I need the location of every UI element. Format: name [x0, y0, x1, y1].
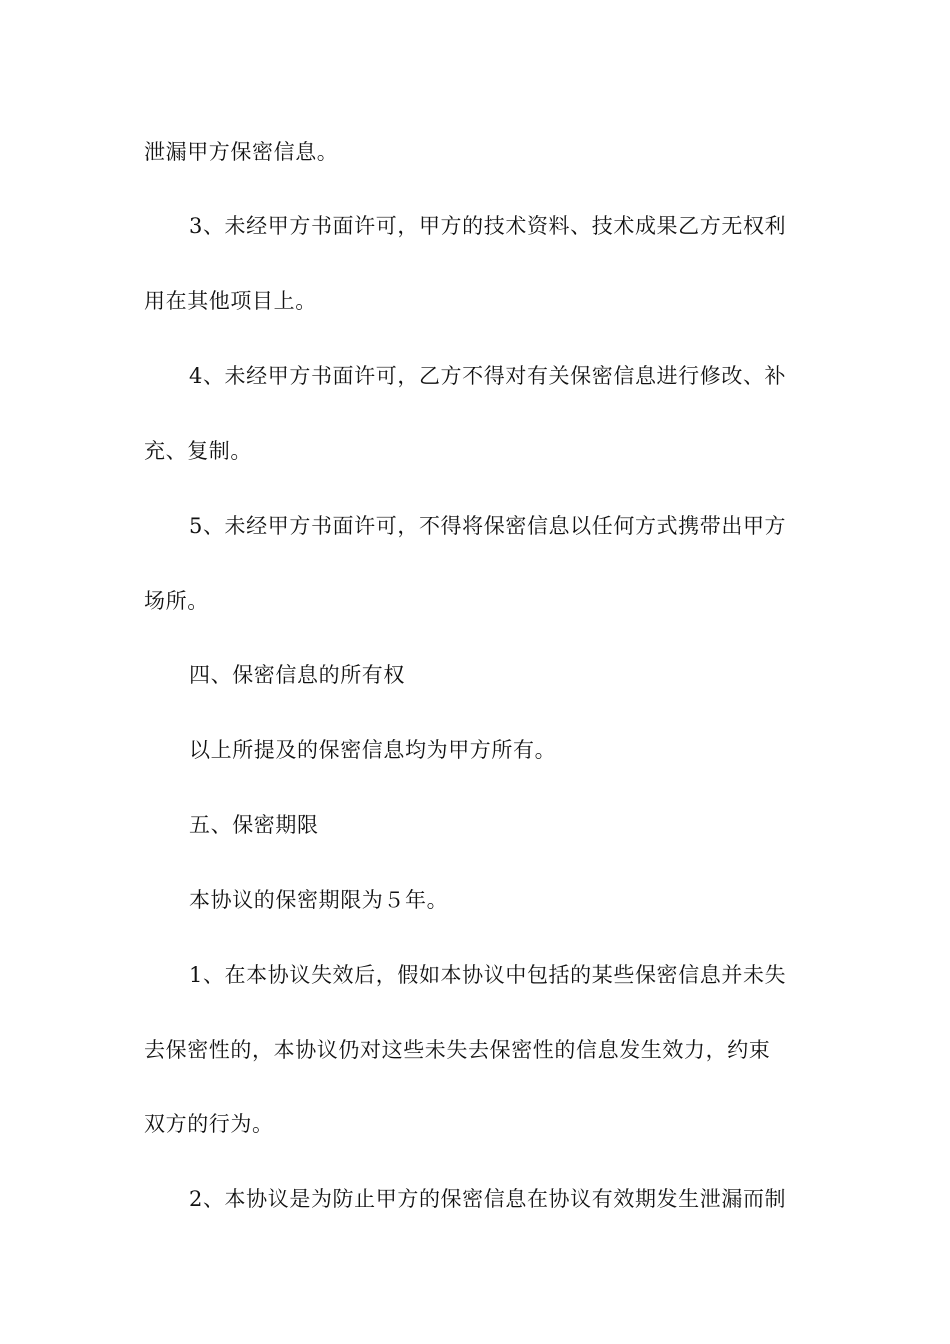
clause-5-line-2: 场所。 [144, 589, 209, 613]
clause-4-line-1: 4、未经甲方书面许可，乙方不得对有关保密信息进行修改、补 [189, 364, 787, 388]
term-text: 本协议的保密期限为５年。 [189, 888, 449, 912]
clause-3-line-2: 用在其他项目上。 [144, 289, 317, 313]
term-clause-1-line-2: 去保密性的，本协议仍对这些未失去保密性的信息发生效力，约束 [144, 1038, 771, 1062]
paragraph-line: 泄漏甲方保密信息。 [144, 140, 339, 164]
section-heading-ownership: 四、保密信息的所有权 [189, 663, 405, 687]
clause-4-line-2: 充、复制。 [144, 439, 252, 463]
clause-5-line-1: 5、未经甲方书面许可，不得将保密信息以任何方式携带出甲方 [189, 514, 787, 538]
term-clause-2-line-1: 2、本协议是为防止甲方的保密信息在协议有效期发生泄漏而制 [189, 1187, 787, 1211]
ownership-text: 以上所提及的保密信息均为甲方所有。 [189, 738, 557, 762]
clause-3-line-1: 3、未经甲方书面许可，甲方的技术资料、技术成果乙方无权利 [189, 214, 787, 238]
section-heading-term: 五、保密期限 [189, 813, 319, 837]
term-clause-1-line-3: 双方的行为。 [144, 1112, 274, 1136]
term-clause-1-line-1: 1、在本协议失效后，假如本协议中包括的某些保密信息并未失 [189, 963, 787, 987]
